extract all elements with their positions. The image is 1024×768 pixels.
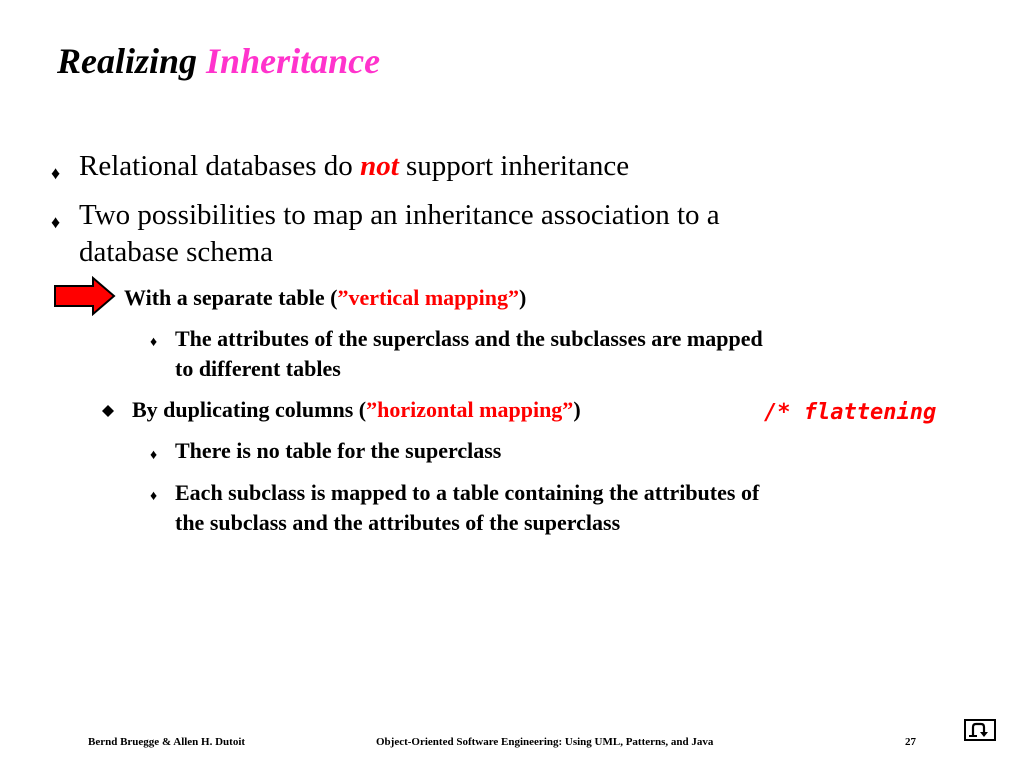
sub-bullet-text: ) — [573, 397, 581, 422]
title-prefix: Realizing — [57, 41, 198, 81]
diamond-bullet-icon: ♦ — [150, 489, 158, 504]
footer-page-number: 27 — [905, 736, 916, 748]
return-arrow-icon — [966, 721, 994, 739]
sub-bullet-text: With a separate table ( — [124, 285, 338, 310]
flattening-note: /* flattening — [764, 400, 937, 425]
item-each-subclass-line1: Each subclass is mapped to a table containing the attributes of — [175, 480, 760, 505]
title-accent: Inheritance — [206, 41, 381, 81]
diamond-bullet-icon: ♦ — [51, 163, 61, 183]
small-diamond-icon — [102, 405, 114, 417]
red-arrow-icon — [53, 276, 117, 316]
bullet-text: Relational databases do — [79, 150, 353, 182]
bullet-relational-databases — [79, 150, 629, 183]
bullet-text: support inheritance — [406, 150, 630, 182]
item-attributes-line2: to different tables — [175, 356, 341, 381]
sub-bullet-emphasis: ”horizontal mapping” — [366, 397, 574, 422]
diamond-bullet-icon: ♦ — [51, 212, 61, 232]
bullet-two-possibilities-line1: Two possibilities to map an inheritance association to a — [79, 199, 720, 231]
bullet-two-possibilities-line2: database schema — [79, 236, 274, 268]
return-button[interactable] — [964, 719, 996, 741]
sub-bullet-emphasis: ”vertical mapping” — [337, 285, 519, 310]
diamond-bullet-icon: ♦ — [150, 335, 158, 350]
sub-bullet-horizontal-mapping — [132, 397, 581, 423]
diamond-bullet-icon: ♦ — [150, 448, 158, 463]
item-no-table: There is no table for the superclass — [175, 438, 502, 463]
slide-title — [57, 40, 380, 82]
item-attributes-line1: The attributes of the superclass and the subclasses are mapped — [175, 326, 763, 351]
footer-authors: Bernd Bruegge & Allen H. Dutoit — [88, 736, 246, 748]
bullet-emphasis: not — [360, 150, 399, 182]
sub-bullet-text: ) — [518, 285, 527, 310]
sub-bullet-text: By duplicating columns ( — [132, 397, 367, 422]
footer-book-title: Object-Oriented Software Engineering: Using UML, Patterns, and Java — [376, 736, 714, 748]
sub-bullet-vertical-mapping — [124, 285, 526, 311]
item-each-subclass-line2: the subclass and the attributes of the superclass — [175, 510, 621, 535]
